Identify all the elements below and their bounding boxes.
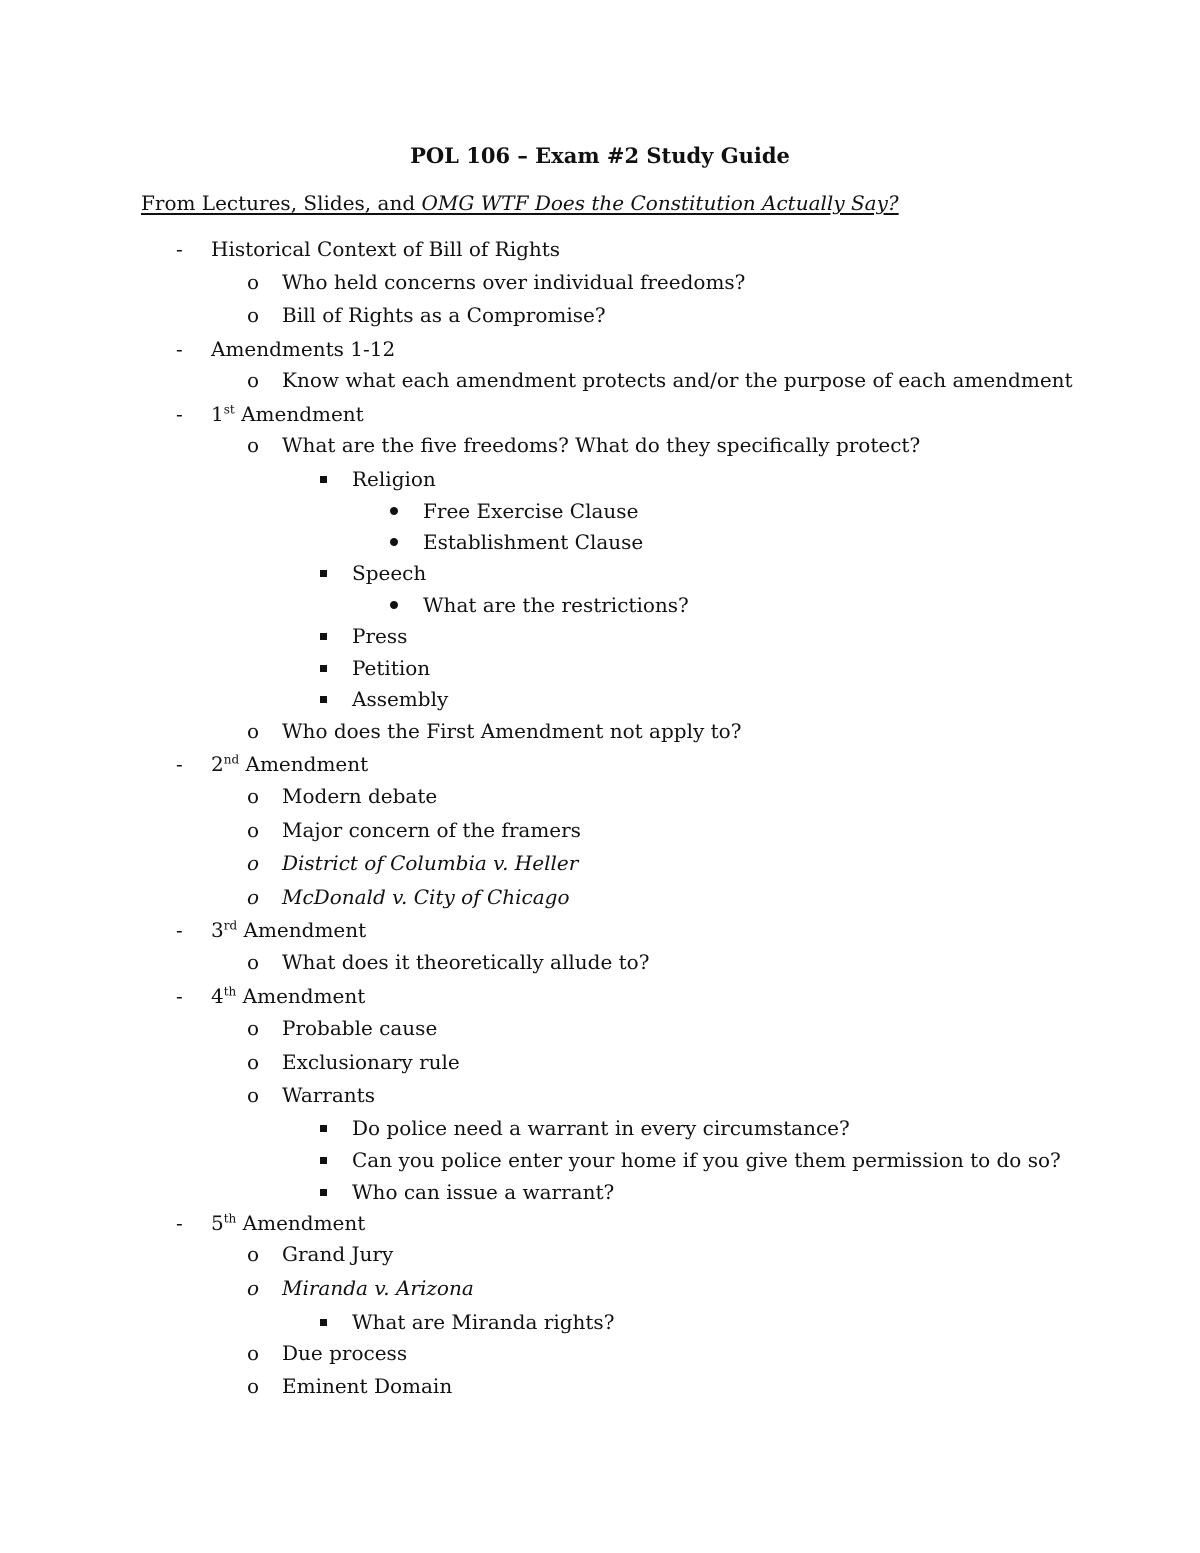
dash-bullet: - bbox=[176, 237, 183, 261]
circle-bullet: o bbox=[247, 1374, 260, 1398]
dash-bullet: - bbox=[176, 337, 183, 361]
outline-text: Modern debate bbox=[282, 784, 438, 808]
outline-text: District of Columbia v. Heller bbox=[282, 851, 579, 875]
outline-text: Press bbox=[352, 624, 408, 648]
outline-text: Amendments 1-12 bbox=[211, 337, 396, 361]
circle-bullet: o bbox=[247, 270, 260, 294]
outline-text: 5th Amendment bbox=[211, 1211, 366, 1235]
outline-text: 4th Amendment bbox=[211, 984, 366, 1008]
outline-text: Miranda v. Arizona bbox=[282, 1276, 474, 1300]
outline-text: Who does the First Amendment not apply to? bbox=[282, 719, 742, 743]
outline-text: Probable cause bbox=[282, 1016, 438, 1040]
outline-text: Assembly bbox=[352, 687, 449, 711]
outline-text: 3rd Amendment bbox=[211, 918, 367, 942]
outline-text: Do police need a warrant in every circumstance? bbox=[352, 1116, 850, 1140]
circle-bullet: o bbox=[247, 719, 260, 743]
subtitle-book-title: OMG WTF Does the Constitution Actually Say? bbox=[421, 191, 899, 215]
circle-bullet: o bbox=[247, 784, 260, 808]
outline-text: Establishment Clause bbox=[423, 530, 644, 554]
outline-text: Warrants bbox=[282, 1083, 375, 1107]
outline-text: What are Miranda rights? bbox=[352, 1310, 615, 1334]
outline-text: 1st Amendment bbox=[211, 402, 364, 426]
circle-bullet: o bbox=[247, 1016, 260, 1040]
page-title: POL 106 – Exam #2 Study Guide bbox=[410, 143, 790, 168]
outline-text: 2nd Amendment bbox=[211, 752, 369, 776]
dash-bullet: - bbox=[176, 752, 183, 776]
outline-text: What are the restrictions? bbox=[423, 593, 689, 617]
dash-bullet: - bbox=[176, 402, 183, 426]
circle-bullet: o bbox=[247, 1050, 260, 1074]
circle-bullet: o bbox=[247, 950, 260, 974]
outline-text: Who held concerns over individual freedoms? bbox=[282, 270, 746, 294]
outline-text: Can you police enter your home if you give them permission to do so? bbox=[352, 1148, 1061, 1172]
circle-bullet: o bbox=[247, 818, 260, 842]
outline-text: Major concern of the framers bbox=[282, 818, 581, 842]
dash-bullet: - bbox=[176, 918, 183, 942]
outline-text: Know what each amendment protects and/or the purpose of each amendment bbox=[282, 368, 1073, 392]
circle-bullet: o bbox=[247, 885, 260, 909]
outline-text: Historical Context of Bill of Rights bbox=[211, 237, 561, 261]
circle-bullet: o bbox=[247, 1242, 260, 1266]
subtitle-plain: From Lectures, Slides, and bbox=[141, 191, 422, 215]
outline-text: Exclusionary rule bbox=[282, 1050, 460, 1074]
outline-text: Due process bbox=[282, 1341, 408, 1365]
circle-bullet: o bbox=[247, 1083, 260, 1107]
circle-bullet: o bbox=[247, 851, 260, 875]
outline-text: Grand Jury bbox=[282, 1242, 394, 1266]
outline-text: Speech bbox=[352, 561, 427, 585]
outline-text: Eminent Domain bbox=[282, 1374, 453, 1398]
circle-bullet: o bbox=[247, 1341, 260, 1365]
circle-bullet: o bbox=[247, 368, 260, 392]
outline-text: Religion bbox=[352, 467, 436, 491]
circle-bullet: o bbox=[247, 433, 260, 457]
dash-bullet: - bbox=[176, 984, 183, 1008]
dash-bullet: - bbox=[176, 1211, 183, 1235]
outline-text: Who can issue a warrant? bbox=[352, 1180, 615, 1204]
outline-text: What are the five freedoms? What do they specifically protect? bbox=[282, 433, 921, 457]
outline-text: Bill of Rights as a Compromise? bbox=[282, 303, 606, 327]
circle-bullet: o bbox=[247, 1276, 260, 1300]
outline-text: What does it theoretically allude to? bbox=[282, 950, 650, 974]
subtitle bbox=[141, 189, 899, 217]
circle-bullet: o bbox=[247, 303, 260, 327]
outline-text: Free Exercise Clause bbox=[423, 499, 639, 523]
outline-text: Petition bbox=[352, 656, 431, 680]
outline-text: McDonald v. City of Chicago bbox=[282, 885, 570, 909]
